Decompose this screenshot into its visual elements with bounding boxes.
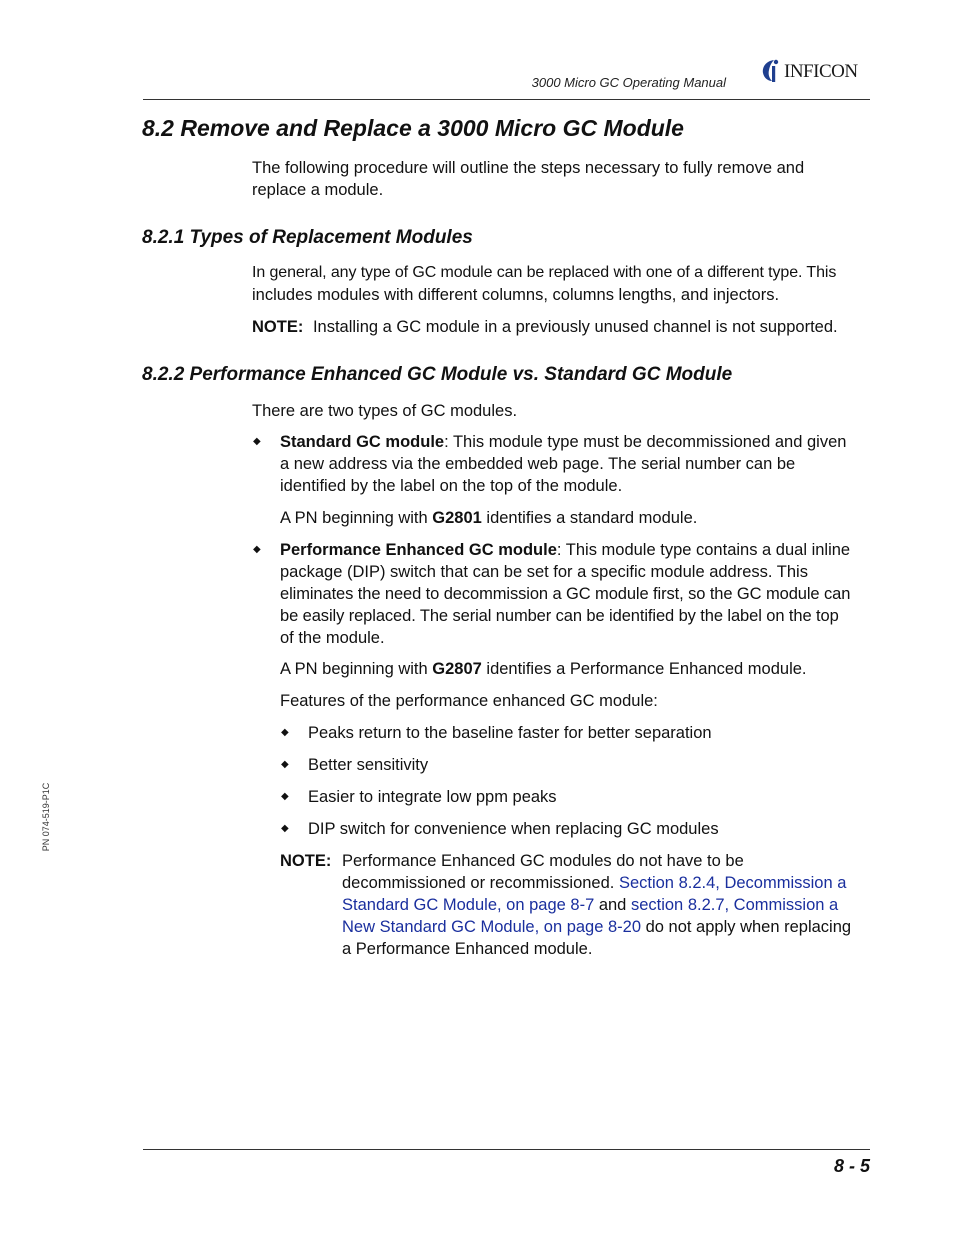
enhanced-module-desc: : This module type contains a dual inline [556,541,851,559]
feature-item: DIP switch for convenience when replacing GC modules [308,820,719,838]
bullet-icon: ◆ [281,823,289,834]
note-text: Installing a GC module in a previously unused channel is not supported. [312,318,838,336]
link-section-8-2-4-cont[interactable]: Standard GC Module, on page 8-7 [342,896,595,914]
side-part-number: PN 074-519-P1C [41,782,51,852]
enhanced-module-line2: package (DIP) switch that can be set for a specific module address. This [280,563,808,581]
inficon-logo-mark-icon [760,58,782,84]
logo-wordmark: INFICON [784,61,858,82]
note-label: NOTE: [252,318,304,336]
standard-pn-code: G2801 [432,509,482,527]
section-8-2-1-note [252,316,838,338]
enhanced-pn-prefix: A PN beginning with [280,660,433,678]
standard-pn-suffix: identifies a standard module. [481,509,698,527]
final-note-tail: do not apply when replacing [641,918,852,936]
section-8-2-2-intro: There are two types of GC modules. [252,402,518,420]
section-8-2-intro-line2: replace a module. [252,181,384,199]
link-section-8-2-4[interactable]: Section 8.2.4, Decommission a [618,874,847,892]
bullet-icon: ◆ [253,544,261,555]
enhanced-module-line1 [280,539,850,561]
standard-module-line3: identified by the label on the top of the module. [280,477,623,495]
section-8-2-1-body-line1: In general, any type of GC module can be replaced with one of a different type. This [252,264,837,281]
features-intro: Features of the performance enhanced GC module: [280,692,658,710]
bullet-icon: ◆ [253,436,261,447]
page-number: 8 - 5 [833,1156,870,1176]
enhanced-module-line5: of the module. [280,629,385,647]
final-note-line4 [342,916,851,938]
final-note-line3 [342,894,838,916]
standard-module-desc: : This module type must be decommissioned and given [444,433,847,451]
inficon-logo [760,58,872,84]
final-note-line5: a Performance Enhanced module. [342,940,593,958]
section-8-2-intro-line1: The following procedure will outline the steps necessary to fully remove and [252,159,805,177]
enhanced-module-pn [280,658,807,680]
enhanced-pn-suffix: identifies a Performance Enhanced module. [481,660,807,678]
standard-pn-prefix: A PN beginning with [280,509,433,527]
footer-rule [143,1149,870,1150]
final-note-label: NOTE: [280,852,332,870]
standard-module-line1 [280,431,846,453]
enhanced-pn-code: G2807 [432,660,482,678]
section-8-2-heading: 8.2 Remove and Replace a 3000 Micro GC Module [142,115,684,141]
standard-module-line2: a new address via the embedded web page. The serial number can be [280,455,796,473]
feature-item: Easier to integrate low ppm peaks [308,788,557,806]
standard-module-term: Standard GC module [280,433,445,451]
link-section-8-2-7-cont[interactable]: New Standard GC Module, on page 8-20 [342,918,642,936]
final-note-and: and [594,896,631,914]
standard-module-pn [280,507,697,529]
final-note-line1: Performance Enhanced GC modules do not have to be [342,852,744,870]
enhanced-module-line3: eliminates the need to decommission a GC module first, so the GC module can [280,585,851,603]
manual-title: 3000 Micro GC Operating Manual [531,75,726,90]
final-note-line2 [342,872,846,894]
feature-item: Better sensitivity [308,756,429,774]
enhanced-module-term: Performance Enhanced GC module [280,541,557,559]
section-8-2-2-heading: 8.2.2 Performance Enhanced GC Module vs. Standard GC Module [142,364,733,385]
bullet-icon: ◆ [281,759,289,770]
bullet-icon: ◆ [281,791,289,802]
final-note-text: decommissioned or recommissioned. [342,874,619,892]
enhanced-module-line4: be easily replaced. The serial number can be identified by the label on the top [280,607,839,625]
section-8-2-1-heading: 8.2.1 Types of Replacement Modules [142,227,473,248]
feature-item: Peaks return to the baseline faster for better separation [308,724,712,742]
bullet-icon: ◆ [281,727,289,738]
header-rule [143,99,870,100]
section-8-2-1-body-line2: includes modules with different columns, columns lengths, and injectors. [252,286,780,304]
link-section-8-2-7[interactable]: section 8.2.7, Commission a [630,896,839,914]
